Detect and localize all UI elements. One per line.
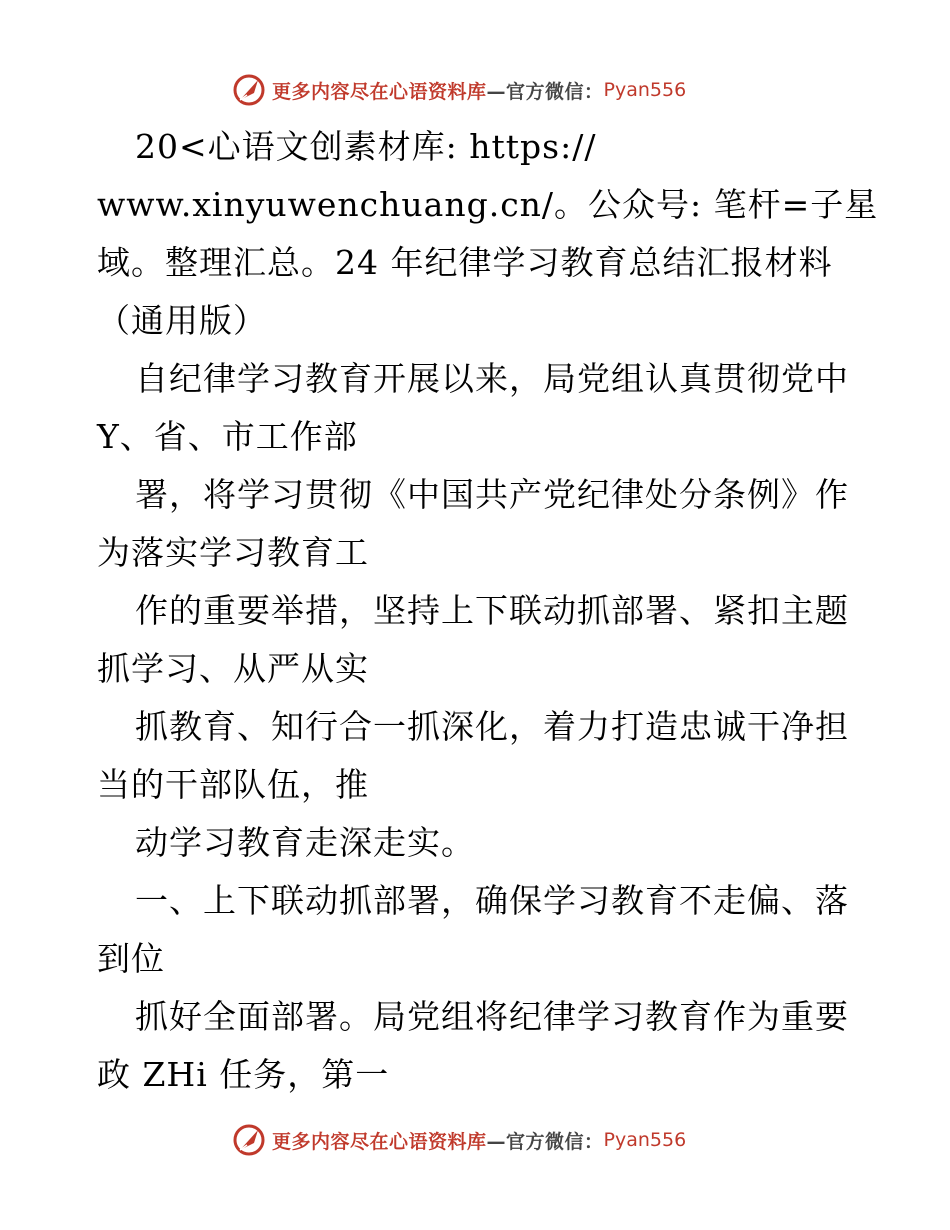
footer-banner-account: Pyan556 bbox=[603, 1129, 687, 1151]
header-banner-text: 更多内容尽在心语资料库 bbox=[272, 80, 487, 103]
body-line: 自纪律学习教育开展以来，局党组认真贯彻党中 bbox=[135, 359, 849, 398]
footer-banner-separator: —官方微信： bbox=[486, 1130, 604, 1153]
body-line: Y、省、市工作部 bbox=[97, 417, 358, 456]
footer-banner-text: 更多内容尽在心语资料库 bbox=[272, 1130, 487, 1153]
body-line: 域。整理汇总。24 年纪律学习教育总结汇报材料 bbox=[97, 243, 833, 282]
header-banner-account: Pyan556 bbox=[603, 79, 687, 101]
body-line: 抓学习、从严从实 bbox=[97, 649, 369, 688]
section-heading: 一、上下联动抓部署，确保学习教育不走偏、落 bbox=[135, 881, 849, 920]
body-line: 署，将学习贯彻《中国共产党纪律处分条例》作 bbox=[135, 475, 849, 514]
body-line: 抓教育、知行合一抓深化，着力打造忠诚干净担 bbox=[135, 707, 849, 746]
body-line: 为落实学习教育工 bbox=[97, 533, 369, 572]
header-banner bbox=[232, 72, 686, 108]
footer-banner bbox=[232, 1122, 686, 1158]
body-line: （通用版） bbox=[97, 301, 267, 340]
quill-pen-logo-icon bbox=[232, 73, 266, 107]
body-line: 当的干部队伍，推 bbox=[97, 765, 369, 804]
body-line: www.xinyuwenchuang.cn/。公众号: 笔杆=子星 bbox=[97, 185, 879, 224]
header-banner-separator: —官方微信： bbox=[486, 80, 604, 103]
body-line: 作的重要举措，坚持上下联动抓部署、紧扣主题 bbox=[135, 591, 849, 630]
section-heading-continued: 到位 bbox=[97, 939, 165, 978]
body-line: 抓好全面部署。局党组将纪律学习教育作为重要 bbox=[135, 997, 849, 1036]
quill-pen-logo-icon bbox=[232, 1123, 266, 1157]
body-line: 动学习教育走深走实。 bbox=[135, 823, 475, 862]
document-body bbox=[97, 118, 879, 1104]
body-line: 20<心语文创素材库: https:// bbox=[135, 127, 597, 166]
body-line: 政 ZHi 任务，第一 bbox=[97, 1055, 390, 1094]
